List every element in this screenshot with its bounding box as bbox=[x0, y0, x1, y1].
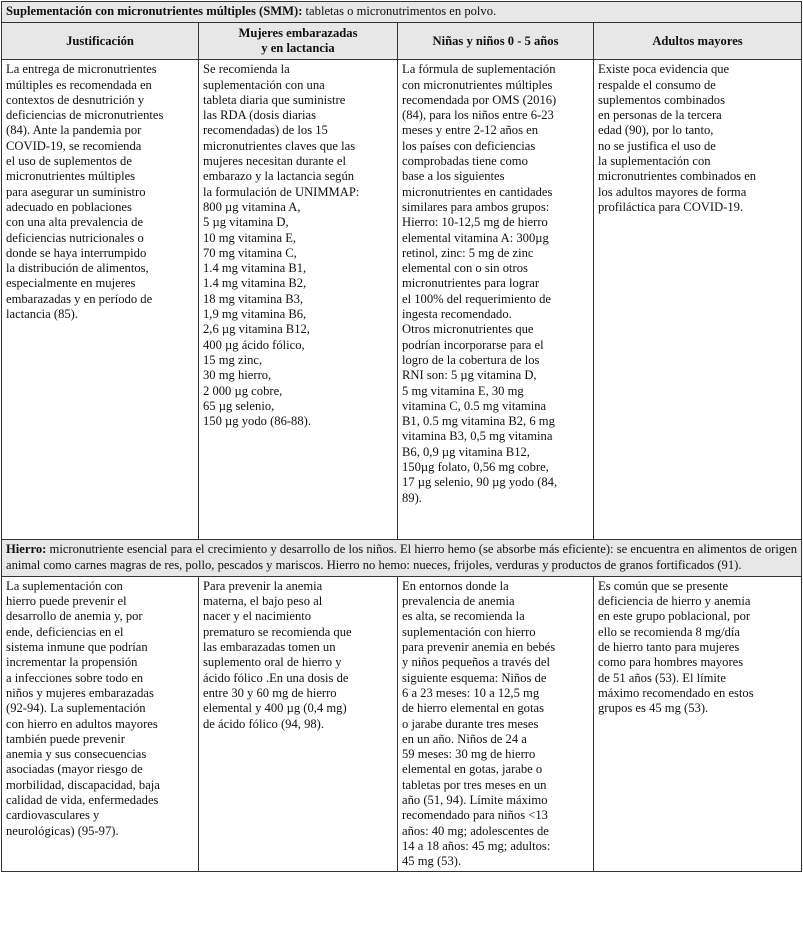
header-adultos: Adultos mayores bbox=[594, 23, 802, 60]
smm-adultos-cell: Existe poca evidencia que respalde el consumo de suplementos combinados en personas de la tercera edad (90), por lo tanto, no se justifica el uso de la suplementación con micronutrientes combinados en los adultos mayores de forma profiláctica para COVID-19. bbox=[594, 60, 802, 540]
column-header-row bbox=[2, 23, 802, 60]
hierro-ninos-cell: En entornos donde la prevalencia de anemia es alta, se recomienda la suplementación con hierro para prevenir anemia en bebés y niños pequeños a través del siguiente esquema: Niños de 6 a 23 meses: 10 a 12,5 mg de hierro elemental en gotas o jarabe durante tres meses en un año. Niños de 24 a 59 meses: 30 mg de hierro elemental en gotas, jarabe o tabletas por tres meses en un año (51, 94). Límite máximo recomendado para niños <13 años: 40 mg; adolescentes de 14 a 18 años: 45 mg; adultos: 45 mg (53). bbox=[398, 576, 594, 871]
table-row bbox=[2, 60, 802, 540]
hierro-bold: Hierro: bbox=[6, 542, 47, 557]
hierro-text: micronutriente esencial para el crecimiento y desarrollo de los niños. El hierro hemo (se absorbe más eficiente): se encuentra en alimentos de origen animal como carnes magras de res, pollo, pescados y mariscos. Hierro no hemo: nueces, frijoles, verduras y productos de granos fortificados (91). bbox=[6, 542, 798, 572]
smm-mujeres-cell: Se recomienda la suplementación con una tableta diaria que suministre las RDA (dosis diarias recomendadas) de los 15 micronutrientes claves que las mujeres necesitan durante el embarazo y la lactancia según la formulación de UNIMMAP: 800 µg vitamina A, 5 µg vitamina D, 10 mg vitamina E, 70 mg vitamina C, 1.4 mg vitamina B1, 1.4 mg vitamina B2, 18 mg vitamina B3, 1,9 mg vitamina B6, 2,6 µg vitamina B12, 400 µg ácido fólico, 15 mg zinc, 30 mg hierro, 2 000 µg cobre, 65 µg selenio, 150 µg yodo (86-88). bbox=[199, 60, 398, 540]
hierro-header-row bbox=[2, 540, 802, 577]
supplementation-table bbox=[1, 1, 802, 872]
document-page bbox=[1, 1, 801, 938]
header-ninos: Niñas y niños 0 - 5 años bbox=[398, 23, 594, 60]
header-mujeres: Mujeres embarazadas y en lactancia bbox=[199, 23, 398, 60]
hierro-adultos-cell: Es común que se presente deficiencia de hierro y anemia en este grupo poblacional, por ello se recomienda 8 mg/día de hierro tanto para mujeres como para hombres mayores de 51 años (53). El límite máximo recomendado en estos grupos es 45 mg (53). bbox=[594, 576, 802, 871]
title-bold: Suplementación con micronutrientes múltiples (SMM): bbox=[6, 4, 303, 18]
table-title bbox=[2, 2, 802, 23]
smm-justificacion-cell: La entrega de micronutrientes múltiples es recomendada en contextos de desnutrición y deficiencias de micronutrientes (84). Ante la pandemia por COVID-19, se recomienda el uso de suplementos de micronutrientes múltiples para asegurar un suministro adecuado en poblaciones con una alta prevalencia de deficiencias nutricionales o donde se haya interrumpido la distribución de alimentos, especialmente en mujeres embarazadas y en período de lactancia (85). bbox=[2, 60, 199, 540]
table-title-row bbox=[2, 2, 802, 23]
smm-ninos-cell: La fórmula de suplementación con micronutrientes múltiples recomendada por OMS (2016) (84), para los niños entre 6-23 meses y entre 2-12 años en los países con deficiencias comprobadas tiene como base a los siguientes micronutrientes en cantidades similares para ambos grupos: Hierro: 10-12,5 mg de hierro elemental vitamina A: 300µg retinol, zinc: 5 mg de zinc elemental con o sin otros micronutrientes para lograr el 100% del requerimiento de ingesta recomendado. Otros micronutrientes que podrían incorporarse para el logro de la cobertura de los RNI son: 5 µg vitamina D, 5 mg vitamina E, 30 mg vitamina C, 0.5 mg vitamina B1, 0.5 mg vitamina B2, 6 mg vitamina B3, 0,5 mg vitamina B6, 0,9 µg vitamina B12, 150µg folato, 0,56 mg cobre, 17 µg selenio, 90 µg yodo (84, 89). bbox=[398, 60, 594, 540]
title-text: tabletas o micronutrimentos en polvo. bbox=[302, 4, 497, 18]
hierro-mujeres-cell: Para prevenir la anemia materna, el bajo peso al nacer y el nacimiento prematuro se recomienda que las embarazadas tomen un suplemento oral de hierro y ácido fólico .En una dosis de entre 30 y 60 mg de hierro elemental y 400 µg (0,4 mg) de ácido fólico (94, 98). bbox=[199, 576, 398, 871]
hierro-description bbox=[2, 540, 802, 577]
hierro-justificacion-cell: La suplementación con hierro puede prevenir el desarrollo de anemia y, por ende, deficiencias en el sistema inmune que podrían incrementar la propensión a infecciones sobre todo en niños y mujeres embarazadas (92-94). La suplementación con hierro en adultos mayores también puede prevenir anemia y sus consecuencias asociadas (mayor riesgo de morbilidad, discapacidad, baja calidad de vida, enfermedades cardiovasculares y neurológicas) (95-97). bbox=[2, 576, 199, 871]
table-row bbox=[2, 576, 802, 871]
header-justificacion: Justificación bbox=[2, 23, 199, 60]
